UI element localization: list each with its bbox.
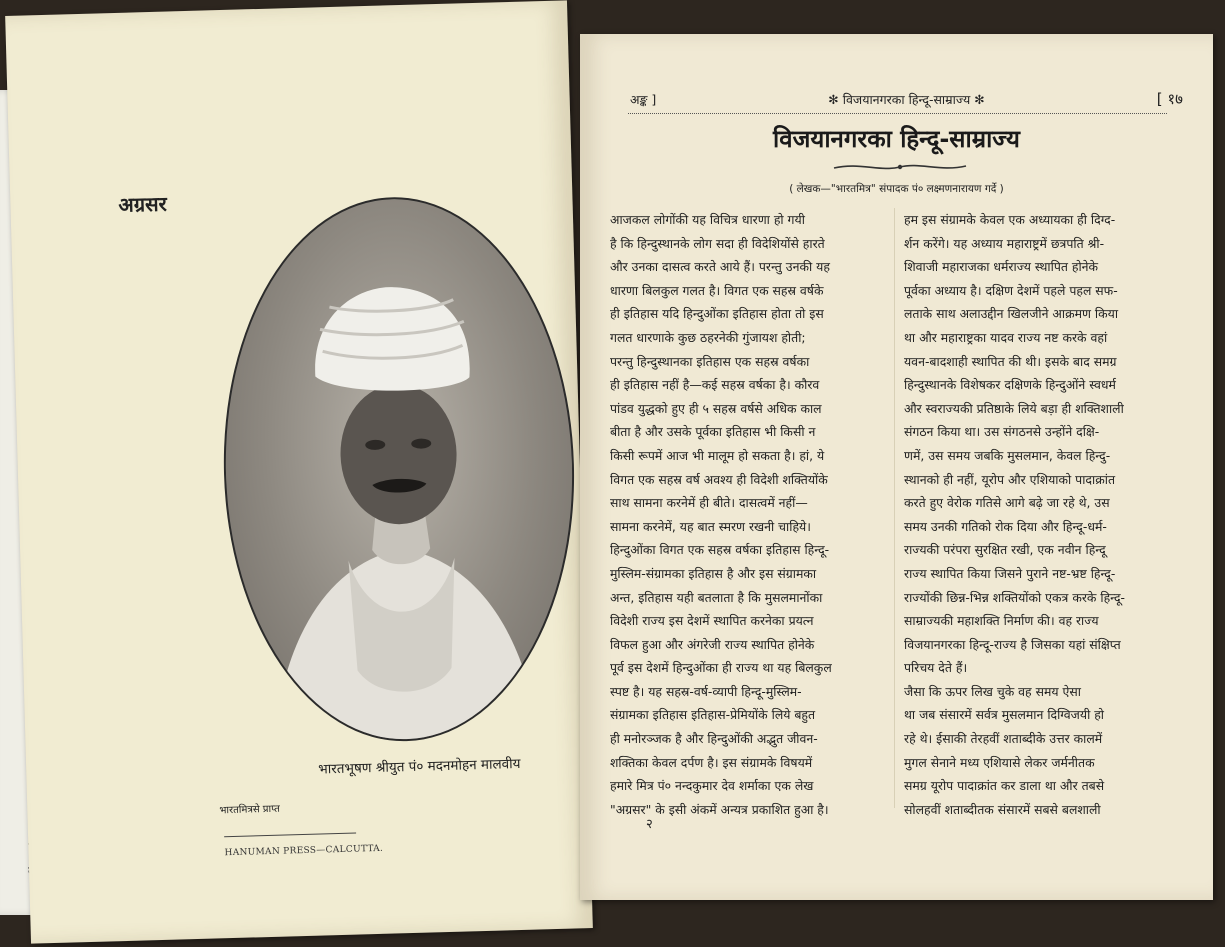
article-byline: ( लेखक—"भारतमित्र" संपादक पं० लक्ष्मणनारायण गर्दे ) (789, 183, 1004, 195)
text-column-left (610, 208, 890, 821)
text-line: धारणा बिलकुल गलत है। विगत एक सहस्र वर्षके (610, 282, 824, 298)
text-line: परन्तु हिन्दुस्थानका इतिहास एक सहस्र वर्षका (610, 353, 810, 369)
left-page (5, 0, 593, 943)
running-head-issue: अङ्क ] (630, 92, 657, 107)
text-line: स्पष्ट है। यह सहस्र-वर्ष-व्यापी हिन्दू-मुस्लिम- (610, 683, 802, 699)
text-line: र्शन करेंगे। यह अध्याय महाराष्ट्रमें छत्रपति श्री- (904, 235, 1105, 251)
text-line: रहे थे। ईसाकी तेरहवीं शताब्दीके उत्तर कालमें (904, 731, 1103, 747)
text-line: संगठन किया था। उस संगठनसे उन्होंने दक्षि- (904, 424, 1100, 440)
text-line: करते हुए वेरोक गतिसे आगे बढ़े जा रहे थे, उस (904, 495, 1110, 511)
text-line: गलत धारणाके कुछ ठहरनेकी गुंजायश होती; (610, 329, 806, 345)
text-line: राज्य स्थापित किया जिसने पुराने नष्ट-भ्रष्ट हिन्दू- (904, 565, 1116, 581)
text-line: हिन्दुस्थानके विशेषकर दक्षिणके हिन्दुओंने स्वधर्म (904, 377, 1116, 393)
text-line: था जब संसारमें सर्वत्र मुसलमान दिग्विजयी हो (904, 707, 1104, 723)
text-line: अन्त, इतिहास यही बतलाता है कि मुसलमानोंका (610, 589, 823, 605)
text-line: ही मनोरञ्जक है और हिन्दुओंकी अद्भुत जीवन- (610, 731, 818, 747)
text-line: मुस्लिम-संग्रामका इतिहास है और इस संग्रामका (610, 565, 817, 581)
right-page (580, 34, 1213, 900)
text-column-right (904, 208, 1188, 821)
photo-credit: भारतमित्रसे प्राप्त (219, 803, 281, 817)
text-line: संग्रामका इतिहास इतिहास-प्रेमियोंके लिये बहुत (610, 707, 816, 723)
page-signature: २ (646, 817, 653, 832)
text-line: स्थानको ही नहीं, यूरोप और एशियाको पादाक्रांत (904, 471, 1116, 487)
article-title: विजयानगरका हिन्दू-साम्राज्य (773, 125, 1020, 153)
text-line: हिन्दुओंका विगत एक सहस्र वर्षका इतिहास हिन्दू- (610, 542, 830, 558)
header-rule (628, 113, 1167, 114)
text-line: है कि हिन्दुस्थानके लोग सदा ही विदेशियोंसे हारते (610, 235, 825, 251)
text-line: ही इतिहास नहीं है—कई सहस्र वर्षका है। कौरव (610, 377, 820, 393)
text-line: परिचय देते हैं। (904, 660, 968, 676)
text-line: विजयानगरका हिन्दू-राज्य है जिसका यहां संक्षिप्त (904, 636, 1121, 652)
text-line: हम इस संग्रामके केवल एक अध्यायका ही दिग्द- (904, 212, 1116, 227)
text-line: और उनका दासत्व करते आये हैं। परन्तु उनकी यह (610, 259, 830, 275)
text-line: ही इतिहास यदि हिन्दुओंका इतिहास होता तो इस (610, 306, 824, 322)
title-ornament (830, 160, 970, 174)
text-line: विफल हुआ और अंगरेजी राज्य स्थापित होनेके (610, 636, 815, 652)
text-line: विगत एक सहस्र वर्ष अवश्य ही विदेशी शक्तियोंके (610, 471, 828, 487)
text-line: समग्र यूरोप पादाक्रांत कर डाला था और तबसे (904, 778, 1105, 794)
text-line: शक्तिका केवल दर्पण है। इस संग्रामके विषयमें (610, 754, 813, 770)
page-number: [ १७ (1156, 90, 1183, 108)
text-line: विदेशी राज्य इस देशमें स्थापित करनेका प्रयत्न (610, 613, 814, 629)
text-line: णमें, उस समय जबकि मुसलमान, केवल हिन्दु- (904, 447, 1111, 463)
text-line: साथ सामना करनेमें ही बीते। दासत्वमें नहीं— (610, 495, 808, 511)
column-divider (894, 208, 895, 808)
text-line: जैसा कि ऊपर लिख चुके वह समय ऐसा (904, 683, 1081, 699)
text-line: समय उनकी गतिको रोक दिया और हिन्दू-धर्म- (904, 518, 1107, 534)
text-line: पूर्व इस देशमें हिन्दुओंका ही राज्य था यह बिलकुल (610, 660, 832, 676)
text-line: था और महाराष्ट्रका यादव राज्य नष्ट करके वहां (904, 329, 1108, 345)
printer-rule (224, 833, 356, 838)
text-line: राज्यकी परंपरा सुरक्षित रखी, एक नवीन हिन्दू (904, 542, 1106, 558)
portrait-photo (216, 192, 581, 746)
text-line: पूर्वका अध्याय है। दक्षिण देशमें पहले पहल सफ- (904, 282, 1118, 298)
text-line: बीता है और उसके पूर्वका इतिहास भी किसी न (610, 424, 816, 440)
text-line: किसी रूपमें आज भी मालूम हो सकता है। हां, ये (610, 447, 825, 463)
text-line: राज्योंकी छिन्न-भिन्न शक्तियोंको एकत्र करके हिन्दू- (904, 589, 1126, 605)
journal-title: अग्रसर (118, 191, 168, 217)
portrait-figure (218, 194, 579, 743)
portrait-caption: भारतभूषण श्रीयुत पं० मदनमोहन मालवीय (318, 755, 521, 778)
running-head (630, 89, 1183, 111)
text-line: लताके साथ अलाउद्दीन खिलजीने आक्रमण किया (904, 306, 1119, 322)
text-line: हमारे मित्र पं० नन्दकुमार देव शर्माका एक लेख (610, 778, 814, 794)
text-line: और स्वराज्यकी प्रतिष्ठाके लिये बड़ा ही शक्तिशाली (904, 400, 1124, 416)
text-line: यवन-बादशाही स्थापित की थी। इसके बाद समग्र (904, 353, 1117, 369)
text-line: सामना करनेमें, यह बात स्मरण रखनी चाहिये। (610, 518, 811, 534)
running-head-title: ✻ विजयानगरका हिन्दू-साम्राज्य ✻ (828, 92, 985, 107)
text-line: आजकल लोगोंकी यह विचित्र धारणा हो गयी (610, 212, 805, 227)
text-line: शिवाजी महाराजका धर्मराज्य स्थापित होनेके (904, 259, 1099, 275)
text-line: सोलहवीं शताब्दीतक संसारमें सबसे बलशाली (904, 801, 1101, 817)
text-line: मुगल सेनाने मध्य एशियासे लेकर जर्मनीतक (904, 754, 1095, 770)
text-line: साम्राज्यकी महाशक्ति निर्माण की। वह राज्य (904, 613, 1099, 629)
text-line: "अग्रसर" के इसी अंकमें अन्यत्र प्रकाशित हुआ है। (610, 801, 829, 817)
printer-imprint: HANUMAN PRESS—CALCUTTA. (224, 843, 384, 859)
text-line: पांडव युद्धको हुए ही ५ सहस्र वर्षसे अधिक काल (610, 400, 822, 416)
